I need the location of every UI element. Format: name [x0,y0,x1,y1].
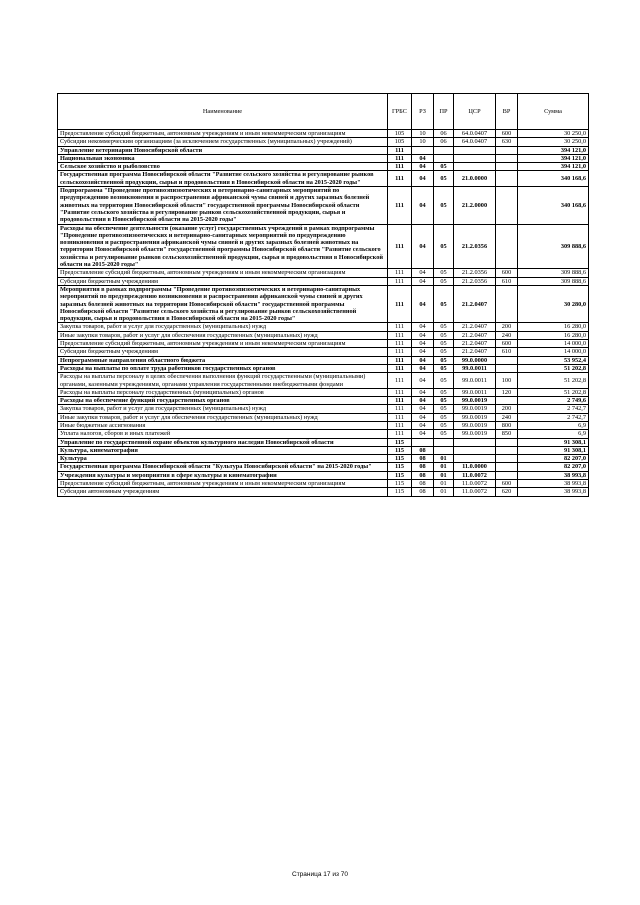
cell-pr: 05 [434,348,454,356]
cell-grbs: 111 [388,430,412,438]
cell-vr: 200 [496,405,518,413]
cell-grbs: 115 [388,446,412,454]
cell-csr [454,163,496,171]
cell-grbs: 105 [388,130,412,138]
cell-csr [454,446,496,454]
cell-grbs: 111 [388,269,412,277]
table-row [58,421,589,429]
cell-vr: 240 [496,331,518,339]
cell-grbs: 111 [388,397,412,405]
cell-sum: 82 207,0 [518,455,589,463]
cell-rz: 04 [412,171,434,187]
cell-pr [434,438,454,446]
cell-grbs: 111 [388,373,412,389]
cell-name: Иные закупки товаров, работ и услуг для обеспечения государственных (муниципальных) нужд [58,331,388,339]
cell-csr: 64.0.0407 [454,130,496,138]
page-footer: Страница 17 из 70 [292,871,348,878]
table-row [58,348,589,356]
cell-csr: 99.0.0011 [454,373,496,389]
cell-csr: 99.0.0019 [454,397,496,405]
header-vr: ВР [496,94,518,130]
table-row [58,397,589,405]
cell-grbs: 115 [388,438,412,446]
cell-csr [454,455,496,463]
cell-grbs: 115 [388,455,412,463]
cell-rz: 04 [412,430,434,438]
cell-name: Управление ветеринарии Новосибирской области [58,146,388,154]
table-row [58,471,589,479]
table-row [58,480,589,488]
cell-sum: 16 280,0 [518,331,589,339]
cell-rz: 04 [412,340,434,348]
cell-csr: 99.0.0019 [454,413,496,421]
table-row [58,277,589,285]
cell-grbs: 115 [388,480,412,488]
table-row [58,163,589,171]
table-row [58,154,589,162]
cell-vr: 800 [496,421,518,429]
cell-name: Национальная экономика [58,154,388,162]
cell-pr: 05 [434,413,454,421]
cell-sum: 394 121,0 [518,163,589,171]
cell-csr: 11.0.0072 [454,471,496,479]
cell-rz: 04 [412,163,434,171]
cell-name: Закупка товаров, работ и услуг для государственных (муниципальных) нужд [58,405,388,413]
cell-vr: 600 [496,130,518,138]
table-row [58,438,589,446]
cell-pr: 05 [434,163,454,171]
cell-sum: 309 888,6 [518,224,589,269]
table-row [58,130,589,138]
cell-name: Уплата налогов, сборов и иных платежей [58,430,388,438]
cell-csr: 21.0.0000 [454,171,496,187]
cell-name: Сельское хозяйство и рыболовство [58,163,388,171]
cell-csr: 11.0.0072 [454,488,496,496]
cell-name: Субсидии автономным учреждениям [58,488,388,496]
cell-vr [496,146,518,154]
table-row [58,364,589,372]
cell-rz: 04 [412,277,434,285]
cell-vr: 200 [496,323,518,331]
header-sum: Сумма [518,94,589,130]
cell-grbs: 115 [388,471,412,479]
cell-grbs: 111 [388,277,412,285]
header-pr: ПР [434,94,454,130]
cell-vr: 240 [496,413,518,421]
cell-pr [434,446,454,454]
cell-name: Подпрограмма "Проведение противоэпизоотических и ветеринарно-санитарных мероприятий по предупреждению возникновения и распространения африканской чумы свиней и других заразных болезней животных на территории Новосибирской области" государственной программы Новосибирской области "Развитие сельского хозяйства и регулирование рынков сельскохозяйственной продукции, сырья и продовольствия в Новосибирской области на 2015-2020 годы" [58,187,388,224]
cell-vr [496,463,518,471]
cell-sum: 16 280,0 [518,323,589,331]
cell-name: Расходы на выплаты персоналу государственных (муниципальных) органов [58,388,388,396]
header-grbs: ГРБС [388,94,412,130]
cell-grbs: 111 [388,323,412,331]
cell-vr: 620 [496,488,518,496]
cell-sum: 6,9 [518,421,589,429]
cell-pr: 01 [434,471,454,479]
cell-name: Предоставление субсидий бюджетным, автономным учреждениям и иным некоммерческим организациям [58,130,388,138]
cell-grbs: 111 [388,364,412,372]
cell-rz: 04 [412,388,434,396]
cell-sum: 14 000,0 [518,340,589,348]
cell-name: Субсидии бюджетным учреждениям [58,277,388,285]
cell-rz: 04 [412,405,434,413]
cell-sum: 91 308,1 [518,446,589,454]
table-row [58,146,589,154]
cell-pr: 05 [434,397,454,405]
cell-pr: 05 [434,388,454,396]
cell-vr [496,446,518,454]
cell-sum: 394 121,0 [518,154,589,162]
cell-pr: 05 [434,364,454,372]
cell-sum: 394 121,0 [518,146,589,154]
cell-name: Государственная программа Новосибирской области "Развитие сельского хозяйства и регулирование рынков сельскохозяйственной продукции, сырья и продовольствия в Новосибирской области на 2015-2020 годы" [58,171,388,187]
cell-vr: 610 [496,348,518,356]
cell-name: Иные закупки товаров, работ и услуг для обеспечения государственных (муниципальных) нужд [58,413,388,421]
cell-vr [496,163,518,171]
cell-pr: 05 [434,421,454,429]
cell-name: Иные бюджетные ассигнования [58,421,388,429]
cell-vr [496,285,518,322]
table-row [58,285,589,322]
table-row [58,340,589,348]
cell-sum: 309 888,6 [518,277,589,285]
budget-table [57,93,589,497]
cell-csr: 11.0.0000 [454,463,496,471]
table-row [58,269,589,277]
cell-sum: 14 000,0 [518,348,589,356]
table-row [58,187,589,224]
cell-grbs: 115 [388,463,412,471]
cell-csr: 21.2.0356 [454,224,496,269]
cell-grbs: 111 [388,388,412,396]
cell-vr [496,187,518,224]
cell-csr: 99.0.0019 [454,430,496,438]
table-row [58,356,589,364]
table-row [58,463,589,471]
cell-rz: 04 [412,323,434,331]
cell-pr: 05 [434,331,454,339]
cell-csr: 21.2.0407 [454,331,496,339]
cell-vr: 100 [496,373,518,389]
cell-rz: 04 [412,154,434,162]
cell-rz: 04 [412,348,434,356]
cell-pr: 01 [434,480,454,488]
cell-rz: 08 [412,446,434,454]
cell-rz: 04 [412,421,434,429]
table-row [58,388,589,396]
cell-grbs: 111 [388,163,412,171]
cell-pr: 05 [434,285,454,322]
cell-sum: 51 202,8 [518,388,589,396]
cell-rz: 10 [412,130,434,138]
table-row [58,455,589,463]
cell-grbs: 111 [388,154,412,162]
cell-csr: 99.0.0011 [454,364,496,372]
cell-name: Расходы на выплаты по оплате труда работников государственных органов [58,364,388,372]
table-row [58,430,589,438]
cell-rz: 08 [412,480,434,488]
cell-name: Предоставление субсидий бюджетным, автономным учреждениям и иным некоммерческим организациям [58,269,388,277]
cell-rz: 04 [412,224,434,269]
table-row [58,331,589,339]
cell-name: Расходы на обеспечение деятельности (оказание услуг) государственных учреждений в рамках подпрограммы "Проведение противоэпизоотических и ветеринарно-санитарных мероприятий по предупреждению возникновения и распространения африканской чумы свиней и других заразных болезней животных на территории Новосибирской области" государственной программы Новосибирской области "Развитие сельского хозяйства и регулирование рынков сельскохозяйственной продукции, сырья и продовольствия в Новосибирской области на 2015-2020 годы" [58,224,388,269]
cell-sum: 53 952,4 [518,356,589,364]
cell-grbs: 111 [388,146,412,154]
cell-sum: 2 742,7 [518,413,589,421]
cell-pr: 05 [434,340,454,348]
cell-pr: 06 [434,130,454,138]
cell-grbs: 111 [388,224,412,269]
header-csr: ЦСР [454,94,496,130]
cell-vr [496,471,518,479]
cell-sum: 2 749,6 [518,397,589,405]
cell-vr [496,154,518,162]
table-row [58,323,589,331]
cell-pr [434,146,454,154]
cell-grbs: 115 [388,488,412,496]
cell-name: Субсидии некоммерческим организациям (за исключением государственных (муниципальных) учреждений) [58,138,388,146]
cell-name: Мероприятия в рамках подпрограммы "Проведение противоэпизоотических и ветеринарно-санитарных мероприятий по предупреждению возникновения и распространения африканской чумы свиней и других заразных болезней животных на территории Новосибирской области" государственной программы Новосибирской области "Развитие сельского хозяйства и регулирование рынков сельскохозяйственной продукции, сырья и продовольствия в Новосибирской области на 2015-2020 годы" [58,285,388,322]
cell-name: Расходы на выплаты персоналу в целях обеспечения выполнения функций государственными (муниципальными) органами, казенными учреждениями, органами управления государственными внебюджетными фондами [58,373,388,389]
cell-name: Расходы на обеспечение функций государственных органов [58,397,388,405]
cell-csr [454,438,496,446]
cell-name: Культура, кинематография [58,446,388,454]
cell-rz: 04 [412,331,434,339]
table-row [58,446,589,454]
cell-pr: 05 [434,187,454,224]
cell-grbs: 111 [388,171,412,187]
cell-csr: 21.2.0407 [454,323,496,331]
cell-sum: 51 202,8 [518,364,589,372]
cell-pr: 05 [434,269,454,277]
cell-csr: 21.2.0000 [454,187,496,224]
cell-sum: 30 280,0 [518,285,589,322]
cell-sum: 2 742,7 [518,405,589,413]
header-name: Наименование [58,94,388,130]
cell-rz: 04 [412,413,434,421]
cell-csr: 21.2.0407 [454,340,496,348]
cell-csr: 99.0.0000 [454,356,496,364]
cell-grbs: 111 [388,348,412,356]
cell-grbs: 111 [388,421,412,429]
cell-name: Предоставление субсидий бюджетным, автономным учреждениям и иным некоммерческим организациям [58,480,388,488]
cell-rz: 08 [412,463,434,471]
cell-pr [434,154,454,162]
cell-vr: 600 [496,269,518,277]
cell-pr: 05 [434,373,454,389]
cell-vr: 610 [496,277,518,285]
cell-grbs: 111 [388,331,412,339]
cell-csr [454,146,496,154]
cell-vr: 600 [496,480,518,488]
cell-pr: 01 [434,463,454,471]
cell-csr: 21.2.0407 [454,348,496,356]
cell-sum: 38 993,8 [518,488,589,496]
cell-csr [454,154,496,162]
cell-vr [496,438,518,446]
cell-csr: 99.0.0019 [454,421,496,429]
cell-sum: 82 207,0 [518,463,589,471]
cell-sum: 340 168,6 [518,187,589,224]
cell-name: Управление по государственной охране объектов культурного наследия Новосибирской области [58,438,388,446]
cell-rz: 04 [412,269,434,277]
cell-sum: 38 993,8 [518,471,589,479]
cell-name: Государственная программа Новосибирской области "Культура Новосибирской области" на 2015-2020 годы" [58,463,388,471]
cell-csr: 99.0.0011 [454,388,496,396]
cell-pr: 06 [434,138,454,146]
cell-rz: 10 [412,138,434,146]
cell-vr [496,171,518,187]
cell-vr [496,364,518,372]
cell-name: Культура [58,455,388,463]
cell-sum: 51 202,8 [518,373,589,389]
cell-grbs: 111 [388,285,412,322]
cell-csr: 99.0.0019 [454,405,496,413]
cell-pr: 05 [434,171,454,187]
cell-grbs: 111 [388,413,412,421]
cell-csr: 21.2.0356 [454,277,496,285]
cell-sum: 6,9 [518,430,589,438]
cell-name: Учреждения культуры и мероприятия в сфере культуры и кинематографии [58,471,388,479]
cell-vr [496,224,518,269]
table-row [58,413,589,421]
cell-rz: 04 [412,285,434,322]
cell-rz: 04 [412,373,434,389]
table-row [58,405,589,413]
table-row [58,138,589,146]
cell-name: Непрограммные направления областного бюджета [58,356,388,364]
cell-csr: 64.0.0407 [454,138,496,146]
cell-vr [496,455,518,463]
cell-vr [496,397,518,405]
cell-name: Предоставление субсидий бюджетным, автономным учреждениям и иным некоммерческим организациям [58,340,388,348]
cell-csr: 21.2.0407 [454,285,496,322]
cell-vr [496,356,518,364]
cell-pr: 05 [434,224,454,269]
header-rz: РЗ [412,94,434,130]
cell-csr: 11.0.0072 [454,480,496,488]
cell-grbs: 105 [388,138,412,146]
cell-rz: 04 [412,187,434,224]
cell-pr: 05 [434,356,454,364]
cell-vr: 600 [496,340,518,348]
cell-sum: 30 250,0 [518,138,589,146]
cell-rz [412,438,434,446]
cell-pr: 05 [434,430,454,438]
table-row [58,373,589,389]
cell-name: Субсидии бюджетным учреждениям [58,348,388,356]
cell-pr: 05 [434,405,454,413]
cell-pr: 01 [434,488,454,496]
cell-csr: 21.2.0356 [454,269,496,277]
cell-grbs: 111 [388,187,412,224]
cell-rz: 08 [412,471,434,479]
cell-rz: 08 [412,488,434,496]
cell-rz [412,146,434,154]
cell-sum: 309 888,6 [518,269,589,277]
cell-pr: 05 [434,323,454,331]
cell-grbs: 111 [388,405,412,413]
cell-grbs: 111 [388,356,412,364]
cell-rz: 08 [412,455,434,463]
cell-vr: 630 [496,138,518,146]
table-row [58,488,589,496]
cell-rz: 04 [412,364,434,372]
table-header [58,94,589,130]
cell-pr: 01 [434,455,454,463]
cell-rz: 04 [412,397,434,405]
cell-rz: 04 [412,356,434,364]
cell-grbs: 111 [388,340,412,348]
cell-name: Закупка товаров, работ и услуг для государственных (муниципальных) нужд [58,323,388,331]
cell-sum: 30 250,0 [518,130,589,138]
table-row [58,171,589,187]
cell-pr: 05 [434,277,454,285]
cell-vr: 850 [496,430,518,438]
cell-sum: 91 308,1 [518,438,589,446]
cell-sum: 38 993,8 [518,480,589,488]
cell-sum: 340 168,6 [518,171,589,187]
cell-vr: 120 [496,388,518,396]
table-row [58,224,589,269]
